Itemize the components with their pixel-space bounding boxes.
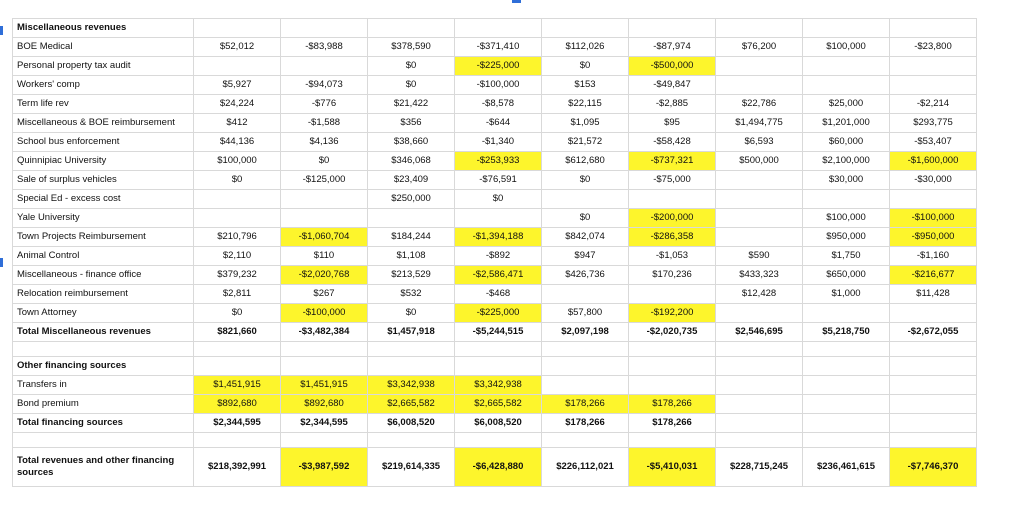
table-cell[interactable]: $2,665,582 — [455, 395, 542, 414]
table-cell[interactable]: -$53,407 — [890, 133, 977, 152]
table-cell[interactable]: -$94,073 — [281, 76, 368, 95]
table-row — [13, 114, 977, 133]
table-cell[interactable]: $6,008,520 — [455, 414, 542, 433]
table-cell[interactable]: $378,590 — [368, 38, 455, 57]
table-cell[interactable]: $5,927 — [194, 76, 281, 95]
table-row — [13, 76, 977, 95]
table-cell[interactable] — [629, 342, 716, 357]
table-cell[interactable]: $3,342,938 — [368, 376, 455, 395]
table-cell[interactable] — [542, 433, 629, 448]
table-cell[interactable]: $1,201,000 — [803, 114, 890, 133]
table-cell[interactable]: -$100,000 — [890, 209, 977, 228]
table-cell[interactable] — [455, 209, 542, 228]
table-cell[interactable] — [890, 357, 977, 376]
row-label[interactable]: Animal Control — [13, 247, 194, 266]
table-cell[interactable]: $178,266 — [629, 414, 716, 433]
table-row — [13, 171, 977, 190]
table-row — [13, 57, 977, 76]
table-cell[interactable] — [803, 395, 890, 414]
revenue-table — [12, 18, 977, 487]
table-cell[interactable]: $44,136 — [194, 133, 281, 152]
table-cell[interactable]: $532 — [368, 285, 455, 304]
table-cell[interactable] — [803, 376, 890, 395]
table-cell[interactable]: $60,000 — [803, 133, 890, 152]
table-cell[interactable]: $38,660 — [368, 133, 455, 152]
table-cell[interactable]: -$2,020,768 — [281, 266, 368, 285]
table-cell[interactable]: $356 — [368, 114, 455, 133]
table-cell[interactable]: $1,494,775 — [716, 114, 803, 133]
table-cell[interactable] — [890, 342, 977, 357]
top-edge-marker — [512, 0, 521, 3]
table-cell[interactable]: -$1,340 — [455, 133, 542, 152]
table-cell[interactable] — [629, 19, 716, 38]
table-body — [13, 19, 977, 487]
table-cell[interactable]: $2,097,198 — [542, 323, 629, 342]
table-cell[interactable] — [890, 304, 977, 323]
table-cell[interactable]: $346,068 — [368, 152, 455, 171]
table-cell[interactable] — [368, 357, 455, 376]
table-cell[interactable] — [455, 342, 542, 357]
table-cell[interactable]: $821,660 — [194, 323, 281, 342]
row-label[interactable]: School bus enforcement — [13, 133, 194, 152]
row-label[interactable]: Bond premium — [13, 395, 194, 414]
row-label[interactable]: Personal property tax audit — [13, 57, 194, 76]
table-row — [13, 209, 977, 228]
table-cell[interactable]: -$100,000 — [281, 304, 368, 323]
table-cell[interactable]: -$87,974 — [629, 38, 716, 57]
table-cell[interactable]: $947 — [542, 247, 629, 266]
table-cell[interactable]: $267 — [281, 285, 368, 304]
table-cell[interactable]: $2,546,695 — [716, 323, 803, 342]
table-cell[interactable]: -$286,358 — [629, 228, 716, 247]
table-cell[interactable]: -$468 — [455, 285, 542, 304]
table-cell[interactable]: $25,000 — [803, 95, 890, 114]
table-cell[interactable]: -$83,988 — [281, 38, 368, 57]
table-cell[interactable] — [803, 76, 890, 95]
table-cell[interactable]: $21,572 — [542, 133, 629, 152]
row-label[interactable] — [13, 342, 194, 357]
row-label[interactable]: Town Attorney — [13, 304, 194, 323]
table-cell[interactable] — [281, 433, 368, 448]
row-label[interactable]: Miscellaneous - finance office — [13, 266, 194, 285]
table-cell[interactable]: $100,000 — [194, 152, 281, 171]
table-cell[interactable] — [194, 57, 281, 76]
table-cell[interactable]: $30,000 — [803, 171, 890, 190]
table-cell[interactable]: $52,012 — [194, 38, 281, 57]
table-cell[interactable]: $0 — [542, 57, 629, 76]
table-cell[interactable] — [803, 357, 890, 376]
table-cell[interactable]: $500,000 — [716, 152, 803, 171]
table-cell[interactable] — [542, 19, 629, 38]
table-cell[interactable]: $590 — [716, 247, 803, 266]
table-cell[interactable]: -$200,000 — [629, 209, 716, 228]
table-cell[interactable] — [716, 357, 803, 376]
table-cell[interactable]: $228,715,245 — [716, 448, 803, 487]
table-cell[interactable]: -$892 — [455, 247, 542, 266]
left-edge-marker-2 — [0, 258, 3, 267]
table-cell[interactable] — [281, 209, 368, 228]
table-cell[interactable]: -$192,200 — [629, 304, 716, 323]
table-cell[interactable] — [194, 433, 281, 448]
table-cell[interactable]: -$2,214 — [890, 95, 977, 114]
table-cell[interactable]: $153 — [542, 76, 629, 95]
table-cell[interactable]: -$2,586,471 — [455, 266, 542, 285]
table-cell[interactable]: $0 — [455, 190, 542, 209]
table-cell[interactable]: $0 — [542, 171, 629, 190]
table-cell[interactable]: $23,409 — [368, 171, 455, 190]
row-label[interactable]: Town Projects Reimbursement — [13, 228, 194, 247]
table-cell[interactable]: $210,796 — [194, 228, 281, 247]
table-cell[interactable]: -$6,428,880 — [455, 448, 542, 487]
table-cell[interactable] — [890, 76, 977, 95]
table-cell[interactable] — [281, 190, 368, 209]
table-cell[interactable] — [281, 357, 368, 376]
table-row — [13, 304, 977, 323]
table-cell[interactable]: $0 — [368, 76, 455, 95]
table-cell[interactable]: $5,218,750 — [803, 323, 890, 342]
table-cell[interactable]: $226,112,021 — [542, 448, 629, 487]
table-cell[interactable]: $21,422 — [368, 95, 455, 114]
table-cell[interactable]: $379,232 — [194, 266, 281, 285]
table-cell[interactable] — [716, 228, 803, 247]
row-label[interactable]: Transfers in — [13, 376, 194, 395]
table-row — [13, 285, 977, 304]
table-cell[interactable]: $6,593 — [716, 133, 803, 152]
row-label[interactable]: Miscellaneous & BOE reimbursement — [13, 114, 194, 133]
table-cell[interactable] — [716, 395, 803, 414]
table-row — [13, 38, 977, 57]
table-cell[interactable] — [281, 342, 368, 357]
table-cell[interactable]: $22,786 — [716, 95, 803, 114]
table-cell[interactable]: -$216,677 — [890, 266, 977, 285]
table-cell[interactable]: -$371,410 — [455, 38, 542, 57]
table-cell[interactable]: -$1,600,000 — [890, 152, 977, 171]
table-cell[interactable] — [368, 209, 455, 228]
table-cell[interactable]: $412 — [194, 114, 281, 133]
table-cell[interactable] — [890, 414, 977, 433]
table-cell[interactable]: $219,614,335 — [368, 448, 455, 487]
table-cell[interactable]: $95 — [629, 114, 716, 133]
table-cell[interactable]: $426,736 — [542, 266, 629, 285]
row-label[interactable]: Total revenues and other financing sources — [13, 448, 194, 487]
table-cell[interactable]: $100,000 — [803, 38, 890, 57]
table-cell[interactable] — [890, 433, 977, 448]
table-cell[interactable]: -$5,244,515 — [455, 323, 542, 342]
table-row — [13, 357, 977, 376]
table-cell[interactable] — [629, 190, 716, 209]
table-cell[interactable]: $1,108 — [368, 247, 455, 266]
row-label[interactable]: Miscellaneous revenues — [13, 19, 194, 38]
table-cell[interactable]: $1,750 — [803, 247, 890, 266]
table-cell[interactable]: -$3,987,592 — [281, 448, 368, 487]
table-cell[interactable] — [629, 285, 716, 304]
table-cell[interactable]: $0 — [281, 152, 368, 171]
table-row — [13, 395, 977, 414]
table-cell[interactable] — [542, 376, 629, 395]
row-label[interactable]: Special Ed - excess cost — [13, 190, 194, 209]
table-row — [13, 247, 977, 266]
table-cell[interactable] — [803, 304, 890, 323]
table-cell[interactable]: $2,344,595 — [194, 414, 281, 433]
row-label[interactable]: Relocation reimbursement — [13, 285, 194, 304]
table-row — [13, 133, 977, 152]
table-cell[interactable]: $178,266 — [542, 395, 629, 414]
table-cell[interactable]: -$30,000 — [890, 171, 977, 190]
table-cell[interactable]: -$225,000 — [455, 57, 542, 76]
table-cell[interactable]: $22,115 — [542, 95, 629, 114]
table-cell[interactable]: -$100,000 — [455, 76, 542, 95]
table-cell[interactable]: -$23,800 — [890, 38, 977, 57]
table-row — [13, 414, 977, 433]
table-row — [13, 433, 977, 448]
table-cell[interactable] — [890, 57, 977, 76]
table-cell[interactable]: $950,000 — [803, 228, 890, 247]
table-cell[interactable] — [890, 190, 977, 209]
table-cell[interactable] — [716, 304, 803, 323]
table-cell[interactable] — [803, 19, 890, 38]
table-cell[interactable] — [542, 357, 629, 376]
table-row — [13, 95, 977, 114]
row-label[interactable]: Term life rev — [13, 95, 194, 114]
table-cell[interactable] — [890, 395, 977, 414]
table-cell[interactable]: $11,428 — [890, 285, 977, 304]
table-cell[interactable]: -$776 — [281, 95, 368, 114]
table-cell[interactable] — [368, 433, 455, 448]
table-cell[interactable] — [803, 342, 890, 357]
table-cell[interactable] — [716, 57, 803, 76]
table-cell[interactable] — [368, 19, 455, 38]
table-cell[interactable] — [194, 357, 281, 376]
table-cell[interactable]: $1,095 — [542, 114, 629, 133]
table-cell[interactable]: -$737,321 — [629, 152, 716, 171]
table-cell[interactable]: $1,451,915 — [194, 376, 281, 395]
table-cell[interactable]: $100,000 — [803, 209, 890, 228]
table-cell[interactable] — [629, 357, 716, 376]
table-row — [13, 190, 977, 209]
table-cell[interactable]: $184,244 — [368, 228, 455, 247]
table-cell[interactable]: -$76,591 — [455, 171, 542, 190]
table-cell[interactable]: -$225,000 — [455, 304, 542, 323]
table-cell[interactable]: $213,529 — [368, 266, 455, 285]
table-cell[interactable]: $250,000 — [368, 190, 455, 209]
table-cell[interactable] — [194, 19, 281, 38]
table-cell[interactable]: -$7,746,370 — [890, 448, 977, 487]
table-cell[interactable] — [455, 357, 542, 376]
table-cell[interactable]: $12,428 — [716, 285, 803, 304]
table-cell[interactable]: $293,775 — [890, 114, 977, 133]
table-cell[interactable] — [455, 433, 542, 448]
table-cell[interactable]: $892,680 — [194, 395, 281, 414]
row-label[interactable]: Yale University — [13, 209, 194, 228]
table-cell[interactable]: -$49,847 — [629, 76, 716, 95]
table-cell[interactable] — [716, 342, 803, 357]
table-row — [13, 376, 977, 395]
table-cell[interactable]: -$75,000 — [629, 171, 716, 190]
left-edge-marker — [0, 26, 3, 35]
table-cell[interactable]: $2,811 — [194, 285, 281, 304]
table-cell[interactable]: -$5,410,031 — [629, 448, 716, 487]
table-cell[interactable]: $2,100,000 — [803, 152, 890, 171]
table-cell[interactable]: $178,266 — [542, 414, 629, 433]
table-cell[interactable] — [368, 342, 455, 357]
table-cell[interactable]: $6,008,520 — [368, 414, 455, 433]
table-cell[interactable] — [281, 57, 368, 76]
table-cell[interactable]: $218,392,991 — [194, 448, 281, 487]
table-cell[interactable]: -$8,578 — [455, 95, 542, 114]
table-cell[interactable]: $0 — [368, 57, 455, 76]
table-cell[interactable]: $892,680 — [281, 395, 368, 414]
table-cell[interactable] — [890, 376, 977, 395]
table-cell[interactable]: -$644 — [455, 114, 542, 133]
table-cell[interactable] — [716, 19, 803, 38]
table-cell[interactable] — [281, 19, 368, 38]
table-cell[interactable]: -$1,053 — [629, 247, 716, 266]
row-label[interactable]: BOE Medical — [13, 38, 194, 57]
table-cell[interactable] — [455, 19, 542, 38]
table-cell[interactable] — [629, 376, 716, 395]
table-row — [13, 323, 977, 342]
table-cell[interactable]: $178,266 — [629, 395, 716, 414]
table-cell[interactable] — [803, 57, 890, 76]
table-cell[interactable]: $0 — [194, 304, 281, 323]
table-cell[interactable] — [194, 190, 281, 209]
table-cell[interactable]: $170,236 — [629, 266, 716, 285]
table-cell[interactable] — [194, 209, 281, 228]
table-cell[interactable]: $2,110 — [194, 247, 281, 266]
table-cell[interactable]: -$1,060,704 — [281, 228, 368, 247]
table-cell[interactable] — [542, 342, 629, 357]
table-row — [13, 266, 977, 285]
table-cell[interactable] — [716, 209, 803, 228]
table-cell[interactable]: $112,026 — [542, 38, 629, 57]
table-cell[interactable]: $842,074 — [542, 228, 629, 247]
table-cell[interactable]: $4,136 — [281, 133, 368, 152]
table-cell[interactable] — [542, 285, 629, 304]
table-row — [13, 448, 977, 487]
table-row — [13, 19, 977, 38]
table-row — [13, 152, 977, 171]
table-cell[interactable]: $110 — [281, 247, 368, 266]
table-cell[interactable]: -$125,000 — [281, 171, 368, 190]
table-cell[interactable] — [629, 433, 716, 448]
table-cell[interactable]: $57,800 — [542, 304, 629, 323]
table-cell[interactable]: $0 — [368, 304, 455, 323]
table-cell[interactable]: $433,323 — [716, 266, 803, 285]
table-cell[interactable]: -$1,588 — [281, 114, 368, 133]
table-cell[interactable]: $3,342,938 — [455, 376, 542, 395]
table-cell[interactable]: $1,000 — [803, 285, 890, 304]
table-cell[interactable] — [716, 171, 803, 190]
table-cell[interactable]: -$2,672,055 — [890, 323, 977, 342]
table-cell[interactable]: -$2,885 — [629, 95, 716, 114]
table-cell[interactable]: -$2,020,735 — [629, 323, 716, 342]
row-label[interactable]: Total Miscellaneous revenues — [13, 323, 194, 342]
table-cell[interactable]: $1,451,915 — [281, 376, 368, 395]
table-cell[interactable] — [716, 433, 803, 448]
row-label[interactable] — [13, 433, 194, 448]
table-cell[interactable] — [803, 190, 890, 209]
table-cell[interactable]: -$1,160 — [890, 247, 977, 266]
table-cell[interactable]: $2,665,582 — [368, 395, 455, 414]
table-cell[interactable]: $0 — [194, 171, 281, 190]
table-cell[interactable]: $650,000 — [803, 266, 890, 285]
row-label[interactable]: Other financing sources — [13, 357, 194, 376]
table-cell[interactable] — [890, 19, 977, 38]
table-cell[interactable]: $24,224 — [194, 95, 281, 114]
table-cell[interactable]: $236,461,615 — [803, 448, 890, 487]
table-cell[interactable]: -$253,933 — [455, 152, 542, 171]
table-cell[interactable] — [716, 190, 803, 209]
row-label[interactable]: Total financing sources — [13, 414, 194, 433]
table-cell[interactable] — [716, 414, 803, 433]
table-cell[interactable]: $0 — [542, 209, 629, 228]
row-label[interactable]: Quinnipiac University — [13, 152, 194, 171]
table-cell[interactable]: -$3,482,384 — [281, 323, 368, 342]
table-cell[interactable] — [542, 190, 629, 209]
table-cell[interactable] — [803, 433, 890, 448]
row-label[interactable]: Workers' comp — [13, 76, 194, 95]
table-cell[interactable]: -$58,428 — [629, 133, 716, 152]
table-cell[interactable] — [716, 376, 803, 395]
row-label[interactable]: Sale of surplus vehicles — [13, 171, 194, 190]
table-cell[interactable] — [716, 76, 803, 95]
table-cell[interactable]: $612,680 — [542, 152, 629, 171]
table-cell[interactable]: $76,200 — [716, 38, 803, 57]
table-row — [13, 342, 977, 357]
table-cell[interactable]: $2,344,595 — [281, 414, 368, 433]
table-cell[interactable]: -$1,394,188 — [455, 228, 542, 247]
table-cell[interactable]: -$500,000 — [629, 57, 716, 76]
table-cell[interactable] — [194, 342, 281, 357]
table-cell[interactable]: -$950,000 — [890, 228, 977, 247]
table-row — [13, 228, 977, 247]
table-cell[interactable] — [803, 414, 890, 433]
table-cell[interactable]: $1,457,918 — [368, 323, 455, 342]
